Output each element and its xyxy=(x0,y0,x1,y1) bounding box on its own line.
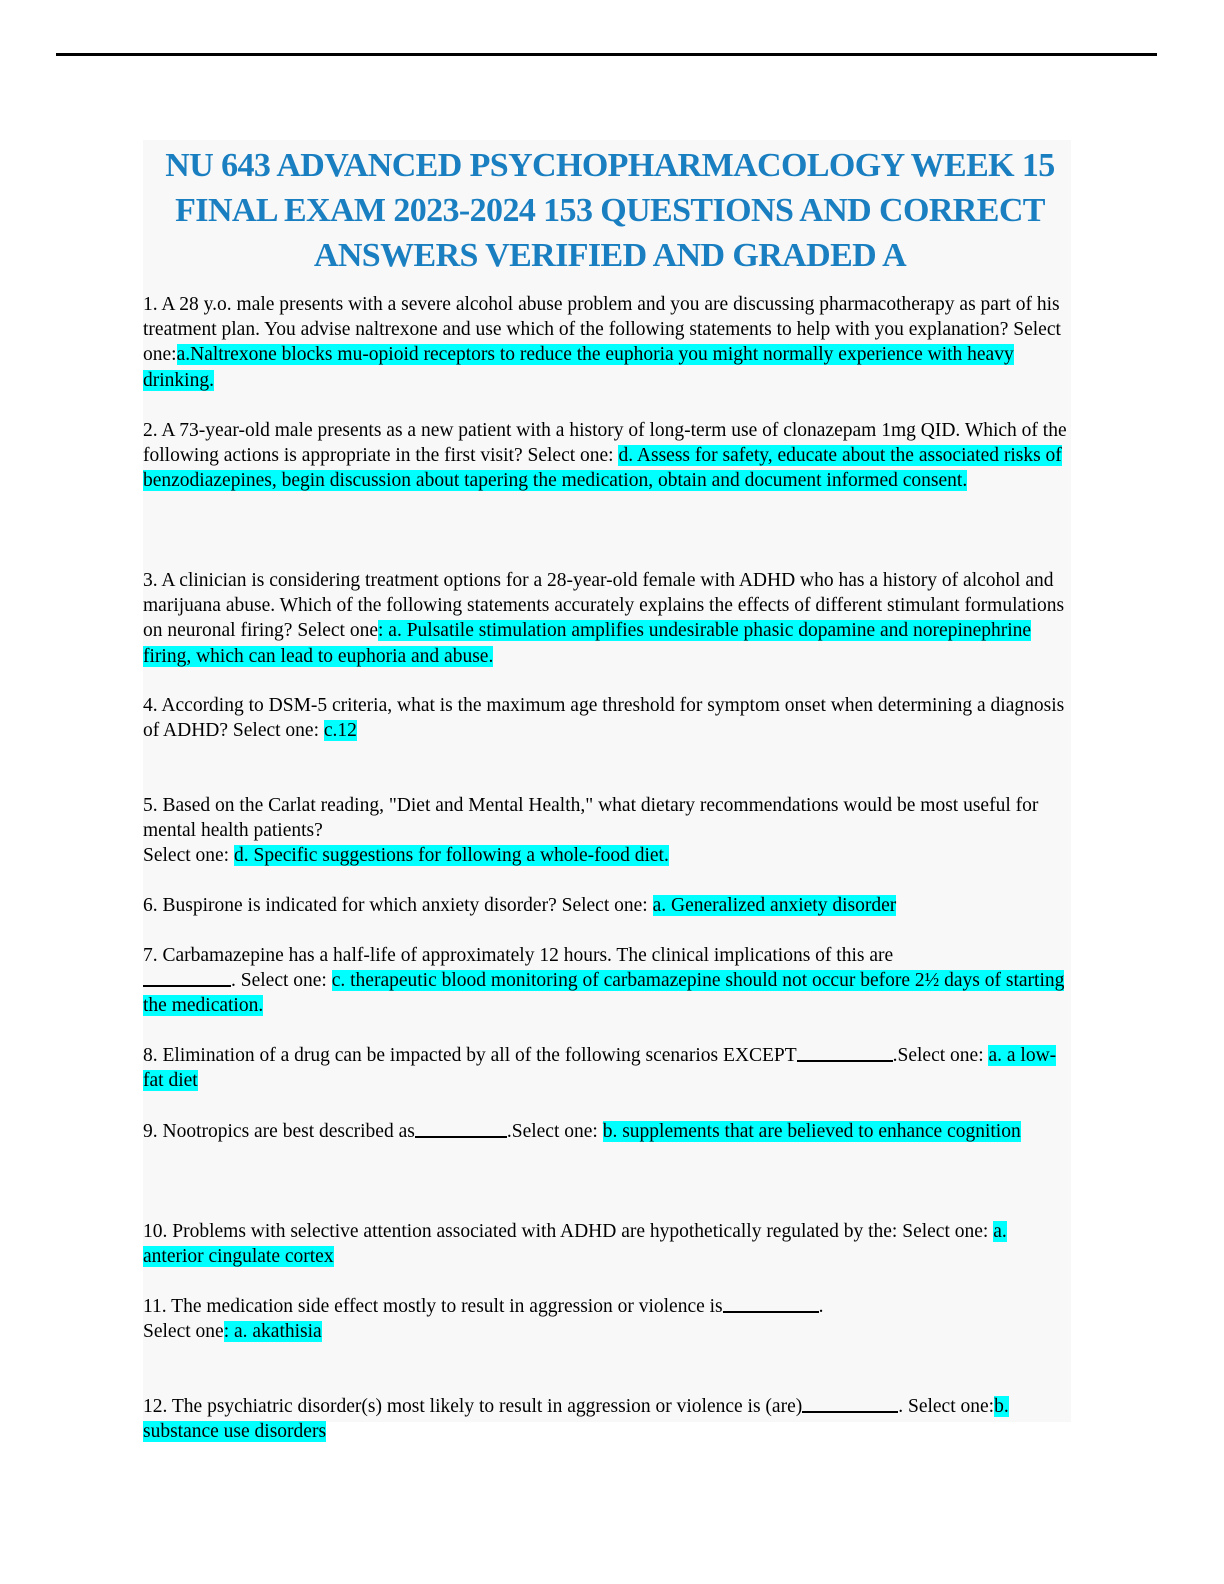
answer-highlight: c.12 xyxy=(323,720,357,742)
question-text: .Select one: xyxy=(506,1121,603,1142)
question-text: 4. According to DSM-5 criteria, what is the maximum age threshold for symptom onset when determining a diagnosis of ADHD? Select one: xyxy=(143,695,1065,742)
question-12 xyxy=(143,1394,1071,1444)
answer-highlight: c. therapeutic blood monitoring of carbamazepine should not occur before 2½ days of starting the medication. xyxy=(143,970,1065,1017)
question-text: 7. Carbamazepine has a half-life of approximately 12 hours. The clinical implications of this are xyxy=(143,945,894,966)
question-text: . Select one: xyxy=(898,1396,995,1417)
answer-highlight: : a. akathisia xyxy=(223,1321,322,1343)
question-7 xyxy=(143,943,1071,1019)
question-text: 2. A 73-year-old male presents as a new patient with a history of long-term use of clonazepam 1mg QID. Which of the following actions is appropriate in the first visit? Select one: xyxy=(143,420,1067,467)
answer-highlight: a. anterior cingulate cortex xyxy=(143,1221,1007,1268)
question-text: 8. Elimination of a drug can be impacted by all of the following scenarios EXCEPT xyxy=(143,1045,797,1066)
question-text: .Select one: xyxy=(892,1045,989,1066)
question-9 xyxy=(143,1119,1071,1144)
question-text: 12. The psychiatric disorder(s) most likely to result in aggression or violence is (are) xyxy=(143,1396,803,1417)
answer-highlight: d. Specific suggestions for following a whole-food diet. xyxy=(233,845,669,867)
answer-highlight: b. supplements that are believed to enhance cognition xyxy=(602,1121,1021,1142)
answer-highlight: a. Generalized anxiety disorder xyxy=(652,895,897,916)
answer-blank xyxy=(802,1411,898,1413)
question-8 xyxy=(143,1043,1071,1093)
top-horizontal-rule xyxy=(56,53,1157,56)
answer-highlight: a.Naltrexone blocks mu-opioid receptors to reduce the euphoria you might normally experience with heavy drinking. xyxy=(143,344,1014,391)
answer-blank xyxy=(415,1136,507,1138)
answer-blank xyxy=(143,985,231,987)
question-text: 1. A 28 y.o. male presents with a severe alcohol abuse problem and you are discussing pharmacotherapy as part of his treatment plan. You advise naltrexone and use which of the following statements to help with you explanation? Select one: xyxy=(143,294,1061,366)
answer-blank xyxy=(797,1060,893,1062)
question-2 xyxy=(143,418,1071,494)
question-1 xyxy=(143,292,1071,393)
question-text: 5. Based on the Carlat reading, "Diet and Mental Health," what dietary recommendations would be most useful for mental health patients? xyxy=(143,795,1039,842)
question-6 xyxy=(143,893,1071,918)
question-text: 3. A clinician is considering treatment options for a 28-year-old female with ADHD who has a history of alcohol and marijuana abuse. Which of the following statements accurately explains the effects of different stimulant formulations on neuronal firing? Select one xyxy=(143,570,1065,642)
question-text: . Select one: xyxy=(231,970,332,992)
question-text: 9. Nootropics are best described as xyxy=(143,1121,415,1142)
question-text: . xyxy=(818,1296,824,1317)
answer-blank xyxy=(723,1311,819,1313)
question-3 xyxy=(143,568,1071,669)
question-text: Select one: xyxy=(143,845,234,867)
answer-highlight: b. substance use disorders xyxy=(143,1396,1009,1443)
question-10 xyxy=(143,1219,1071,1269)
question-text: Select one xyxy=(143,1321,224,1343)
answer-highlight: a. a low-fat diet xyxy=(143,1045,1057,1092)
answer-highlight: d. Assess for safety, educate about the associated risks of benzodiazepines, begin discussion about tapering the medication, obtain and document informed consent. xyxy=(143,445,1062,492)
answer-highlight: : a. Pulsatile stimulation amplifies undesirable phasic dopamine and norepinephrine firing, which can lead to euphoria and abuse. xyxy=(143,620,1032,667)
question-4 xyxy=(143,693,1071,743)
question-5 xyxy=(143,793,1071,869)
document-title: NU 643 ADVANCED PSYCHOPHARMACOLOGY WEEK 15 FINAL EXAM 2023-2024 153 QUESTIONS AND CORRECT ANSWERS VERIFIED AND GRADED A xyxy=(165,147,1055,274)
question-text: 11. The medication side effect mostly to result in aggression or violence is xyxy=(143,1296,723,1317)
question-11 xyxy=(143,1294,1071,1344)
question-text: 6. Buspirone is indicated for which anxiety disorder? Select one: xyxy=(143,895,653,916)
question-text: 10. Problems with selective attention associated with ADHD are hypothetically regulated by the: Select one: xyxy=(143,1221,994,1242)
